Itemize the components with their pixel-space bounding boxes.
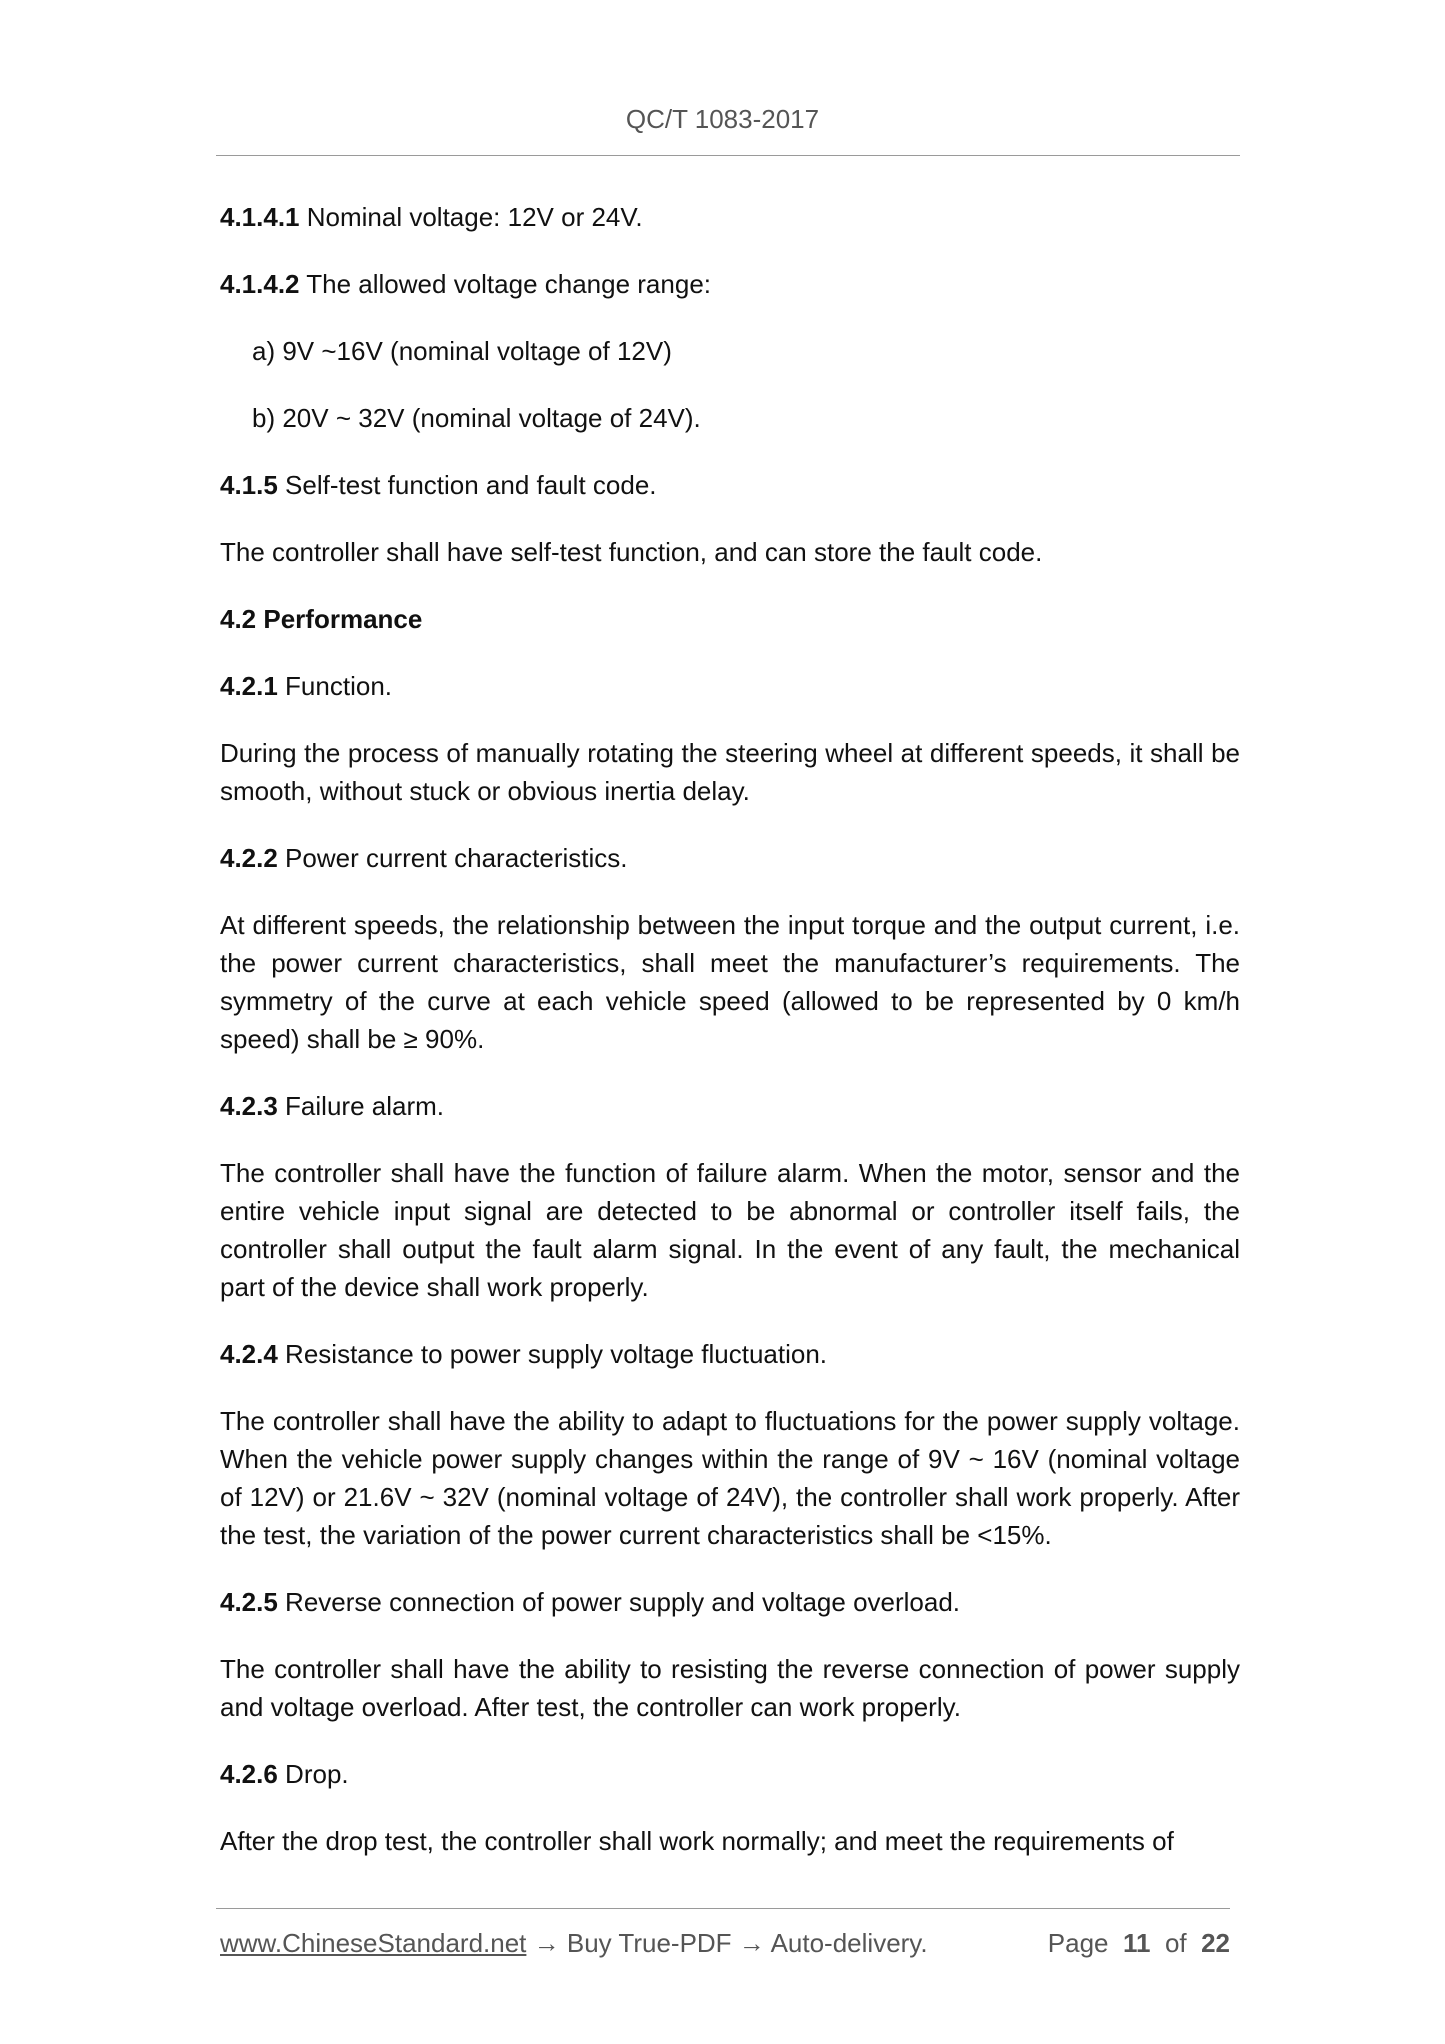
clause-number: 4.2.4 [220,1339,278,1369]
clause-4-2-2 [220,839,1240,877]
page-header-title: QC/T 1083-2017 [625,104,820,134]
paragraph-drop: After the drop test, the controller shall work normally; and meet the requirements of [220,1826,1174,1856]
clause-number: 4.2.5 [220,1587,278,1617]
paragraph-reverse-connection: The controller shall have the ability to resisting the reverse connection of power supply and voltage overload. After test, the controller can work properly. [220,1654,1240,1722]
clause-4-1-5 [220,466,1240,504]
footer-divider [216,1908,1230,1909]
clause-number: 4.1.5 [220,470,278,500]
clause-number: 4.1.4.1 [220,202,300,232]
clause-4-2-1 [220,667,1240,705]
paragraph-function: During the process of manually rotating the steering wheel at different speeds, it shall be smooth, without stuck or obvious inertia delay. [220,738,1240,806]
clause-text: Resistance to power supply voltage fluctuation. [277,1339,828,1369]
page-footer [220,1928,1230,1959]
paragraph-voltage-fluctuation: The controller shall have the ability to adapt to fluctuations for the power supply voltage. When the vehicle power supply changes within the range of 9V ~ 16V (nominal voltage of 12V) or 21.6V ~ 32V (nominal voltage of 24V), the controller shall work properly. After the test, the variation of the power current characteristics shall be <15%. [220,1406,1240,1550]
paragraph-self-test: The controller shall have self-test function, and can store the fault code. [220,537,1043,567]
header-divider [216,155,1240,156]
paragraph-power-current: At different speeds, the relationship between the input torque and the output current, i.e. the power current characteristics, shall meet the manufacturer’s requirements. The symmetry of the curve at each vehicle speed (allowed to be represented by 0 km/h speed) shall be ≥ 90%. [220,910,1240,1054]
clause-4-1-4-1 [220,198,1240,236]
page-total: 22 [1201,1928,1230,1958]
clause-number: 4.2.6 [220,1759,278,1789]
clause-text: Reverse connection of power supply and voltage overload. [277,1587,961,1617]
clause-4-2-5 [220,1583,1240,1621]
clause-number: 4.2.3 [220,1091,278,1121]
clause-4-2-4 [220,1335,1240,1373]
section-heading-performance: 4.2 Performance [220,604,423,634]
paragraph-failure-alarm: The controller shall have the function of failure alarm. When the motor, sensor and the entire vehicle input signal are detected to be abnormal or controller itself fails, the controller shall output the fault alarm signal. In the event of any fault, the mechanical part of the device shall work properly. [220,1158,1240,1302]
clause-4-2-3 [220,1087,1240,1125]
clause-text: Self-test function and fault code. [277,470,657,500]
of-label: of [1164,1928,1187,1958]
clause-number: 4.2.2 [220,843,278,873]
clause-4-1-4-2 [220,265,1240,303]
clause-number: 4.1.4.2 [220,269,300,299]
clause-4-2-6 [220,1755,1240,1793]
list-item-b: b) 20V ~ 32V (nominal voltage of 24V). [252,403,701,433]
page-indicator [1048,1928,1230,1959]
list-item-a: a) 9V ~16V (nominal voltage of 12V) [252,336,672,366]
footer-website-link[interactable]: www.ChineseStandard.net [220,1928,527,1958]
clause-text: Function. [277,671,392,701]
clause-text: Drop. [277,1759,349,1789]
clause-text: The allowed voltage change range: [299,269,711,299]
page-label: Page [1047,1928,1109,1958]
clause-text: Failure alarm. [277,1091,444,1121]
clause-text: Nominal voltage: 12V or 24V. [299,202,643,232]
footer-tagline: → Buy True-PDF → Auto-delivery. [526,1928,928,1958]
clause-number: 4.2.1 [220,671,278,701]
document-body [220,198,1240,1889]
page-number: 11 [1122,1928,1151,1958]
clause-text: Power current characteristics. [277,843,628,873]
